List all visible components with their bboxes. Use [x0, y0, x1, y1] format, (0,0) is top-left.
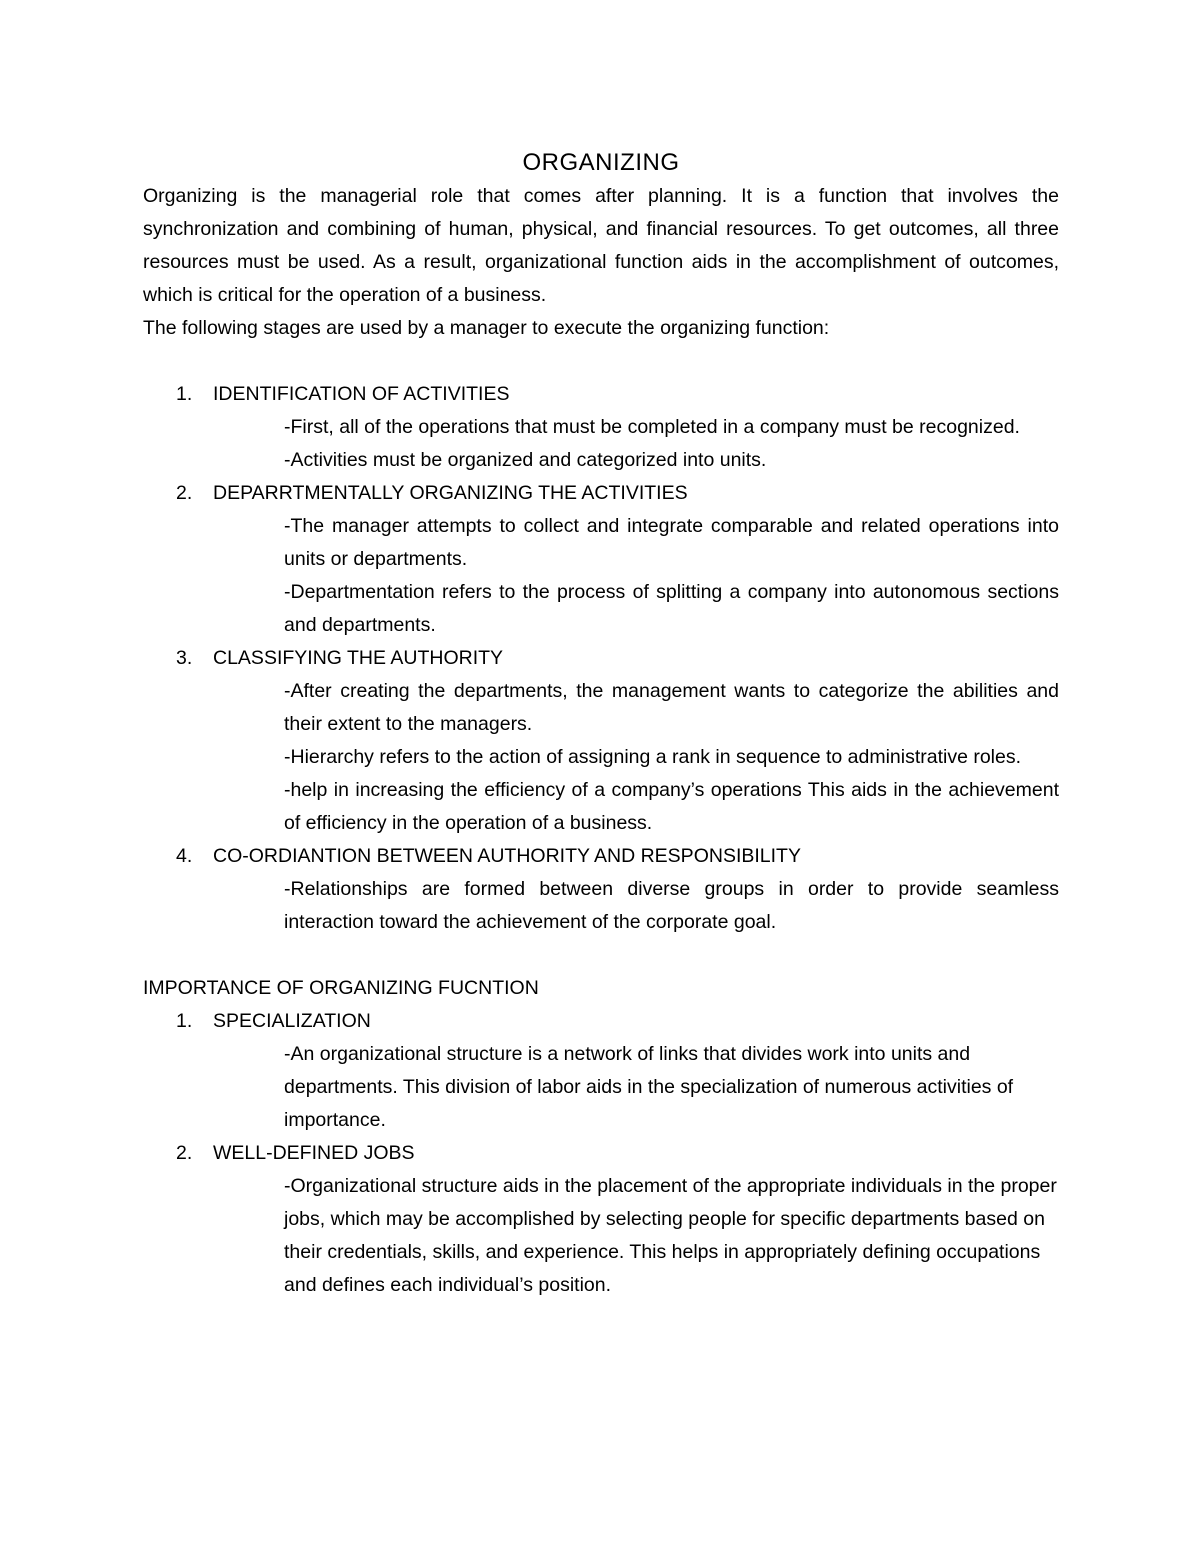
- importance-heading: SPECIALIZATION: [213, 1010, 371, 1032]
- stage-heading: DEPARRTMENTALLY ORGANIZING THE ACTIVITIES: [213, 482, 688, 504]
- stage-point: -help in increasing the efficiency of a company’s operations This aids in the achievement of efficiency in the operation of a business.: [284, 779, 1059, 834]
- stages-lead: The following stages are used by a manager to execute the organizing function:: [143, 317, 830, 339]
- list-item: [143, 378, 1059, 477]
- stage-point: -After creating the departments, the management wants to categorize the abilities and their extent to the managers.: [284, 680, 1059, 735]
- list-item: [143, 1005, 1059, 1137]
- stage-heading: CO-ORDIANTION BETWEEN AUTHORITY AND RESPONSIBILITY: [213, 845, 801, 867]
- importance-list: [143, 1005, 1059, 1302]
- list-number: 4.: [176, 845, 193, 867]
- stage-heading: IDENTIFICATION OF ACTIVITIES: [213, 383, 510, 405]
- importance-text: -An organizational structure is a network of links that divides work into units and departments. This division of labor aids in the specialization of numerous activities of importance.: [284, 1043, 1014, 1131]
- section-heading: IMPORTANCE OF ORGANIZING FUCNTION: [143, 977, 539, 999]
- spacer: [143, 939, 1059, 972]
- list-number: 2.: [176, 482, 193, 504]
- intro-paragraph: Organizing is the managerial role that comes after planning. It is a function that involves the synchronization and combining of human, physical, and financial resources. To get outcomes, all three resources must be used. As a result, organizational function aids in the accomplishment of outcomes, which is critical for the operation of a business.: [143, 185, 1059, 306]
- list-item: [143, 840, 1059, 939]
- stage-point: -Hierarchy refers to the action of assigning a rank in sequence to administrative roles.: [284, 746, 1022, 768]
- importance-text: -Organizational structure aids in the placement of the appropriate individuals in the proper jobs, which may be accomplished by selecting people for specific departments based on their credentials, skills, and experience. This helps in appropriately defining occupations and defines each individual’s position.: [284, 1175, 1057, 1296]
- stage-point: -First, all of the operations that must be completed in a company must be recognized.: [284, 416, 1020, 438]
- list-item: [143, 1137, 1059, 1302]
- importance-heading: WELL-DEFINED JOBS: [213, 1142, 415, 1164]
- spacer: [143, 345, 1059, 378]
- list-item: [143, 477, 1059, 642]
- page-title: ORGANIZING: [522, 149, 680, 176]
- list-number: 1.: [176, 383, 193, 405]
- stage-heading: CLASSIFYING THE AUTHORITY: [213, 647, 504, 669]
- list-item: [143, 642, 1059, 840]
- list-number: 1.: [176, 1010, 193, 1032]
- list-number: 3.: [176, 647, 193, 669]
- list-number: 2.: [176, 1142, 193, 1164]
- document-page: [143, 146, 1059, 1302]
- stage-point: -Departmentation refers to the process of splitting a company into autonomous sections and departments.: [284, 581, 1059, 636]
- stage-point: -The manager attempts to collect and integrate comparable and related operations into units or departments.: [284, 515, 1059, 570]
- stage-point: -Activities must be organized and categorized into units.: [284, 449, 767, 471]
- stage-point: -Relationships are formed between diverse groups in order to provide seamless interaction toward the achievement of the corporate goal.: [284, 878, 1059, 933]
- stages-list: [143, 378, 1059, 939]
